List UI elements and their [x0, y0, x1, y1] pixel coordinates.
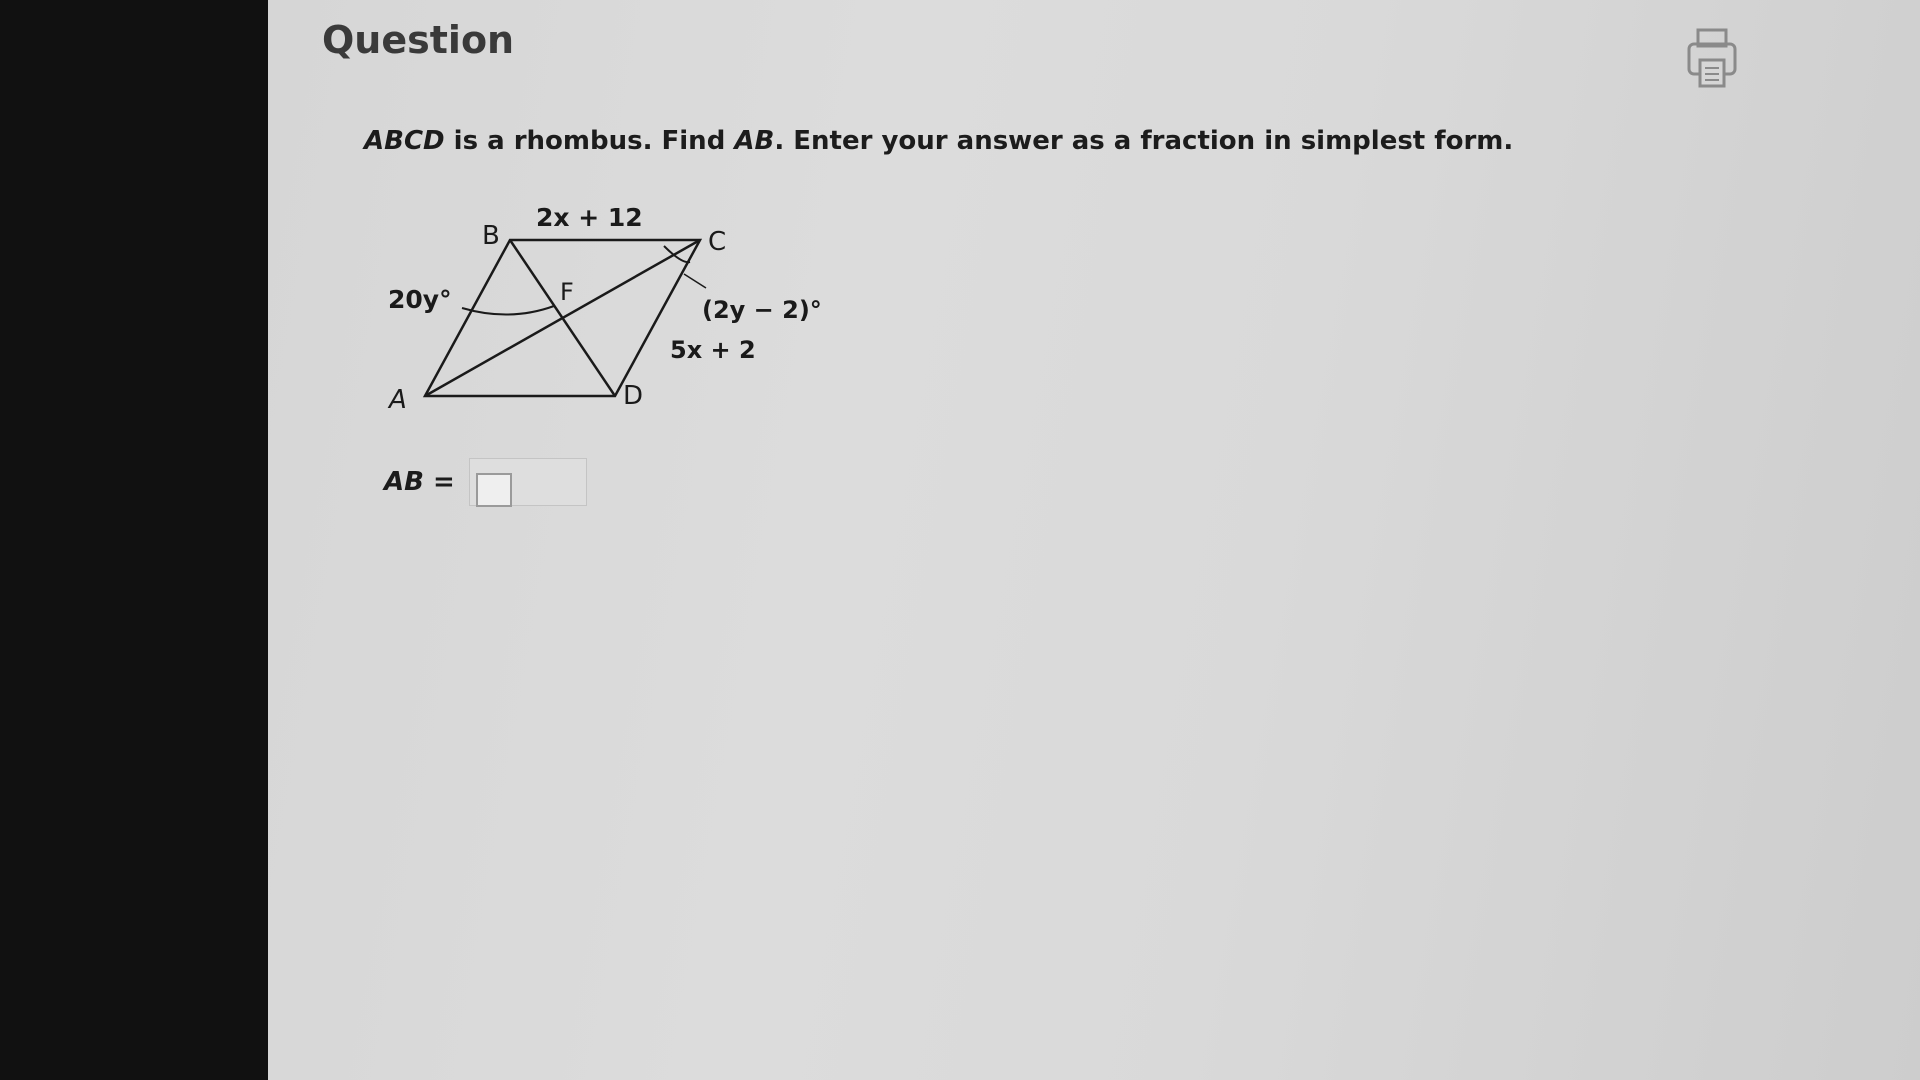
diagonal-bd [510, 240, 615, 396]
vertex-b-label: B [482, 221, 500, 251]
angle-c-label: (2y − 2)° [702, 296, 822, 324]
side-bc-label: 2x + 12 [536, 203, 643, 232]
rhombus-figure [370, 196, 840, 426]
angle-b-label: 20y° [388, 285, 452, 314]
page-title: Question [322, 18, 515, 62]
answer-field[interactable] [469, 458, 587, 506]
question-panel [268, 0, 1920, 1080]
printer-icon [1686, 26, 1738, 90]
shape-name: ABCD [364, 126, 445, 156]
print-button[interactable] [1686, 26, 1738, 90]
vertex-d-label: D [623, 381, 644, 411]
angle-b-arc [462, 306, 554, 315]
answer-row [384, 456, 587, 508]
prompt-text-2: . Enter your answer as a fraction in simplest form. [774, 126, 1514, 156]
prompt-text-1: is a rhombus. Find [444, 126, 735, 156]
vertex-a-label: A [389, 385, 407, 415]
angle-c-pointer [684, 274, 706, 288]
answer-input[interactable] [476, 473, 512, 507]
answer-label: AB = [384, 467, 455, 497]
question-prompt [364, 126, 1513, 156]
vertex-c-label: C [708, 227, 727, 257]
target-segment: AB [734, 126, 775, 156]
point-f-label: F [560, 278, 574, 306]
side-cd-label: 5x + 2 [670, 336, 756, 364]
